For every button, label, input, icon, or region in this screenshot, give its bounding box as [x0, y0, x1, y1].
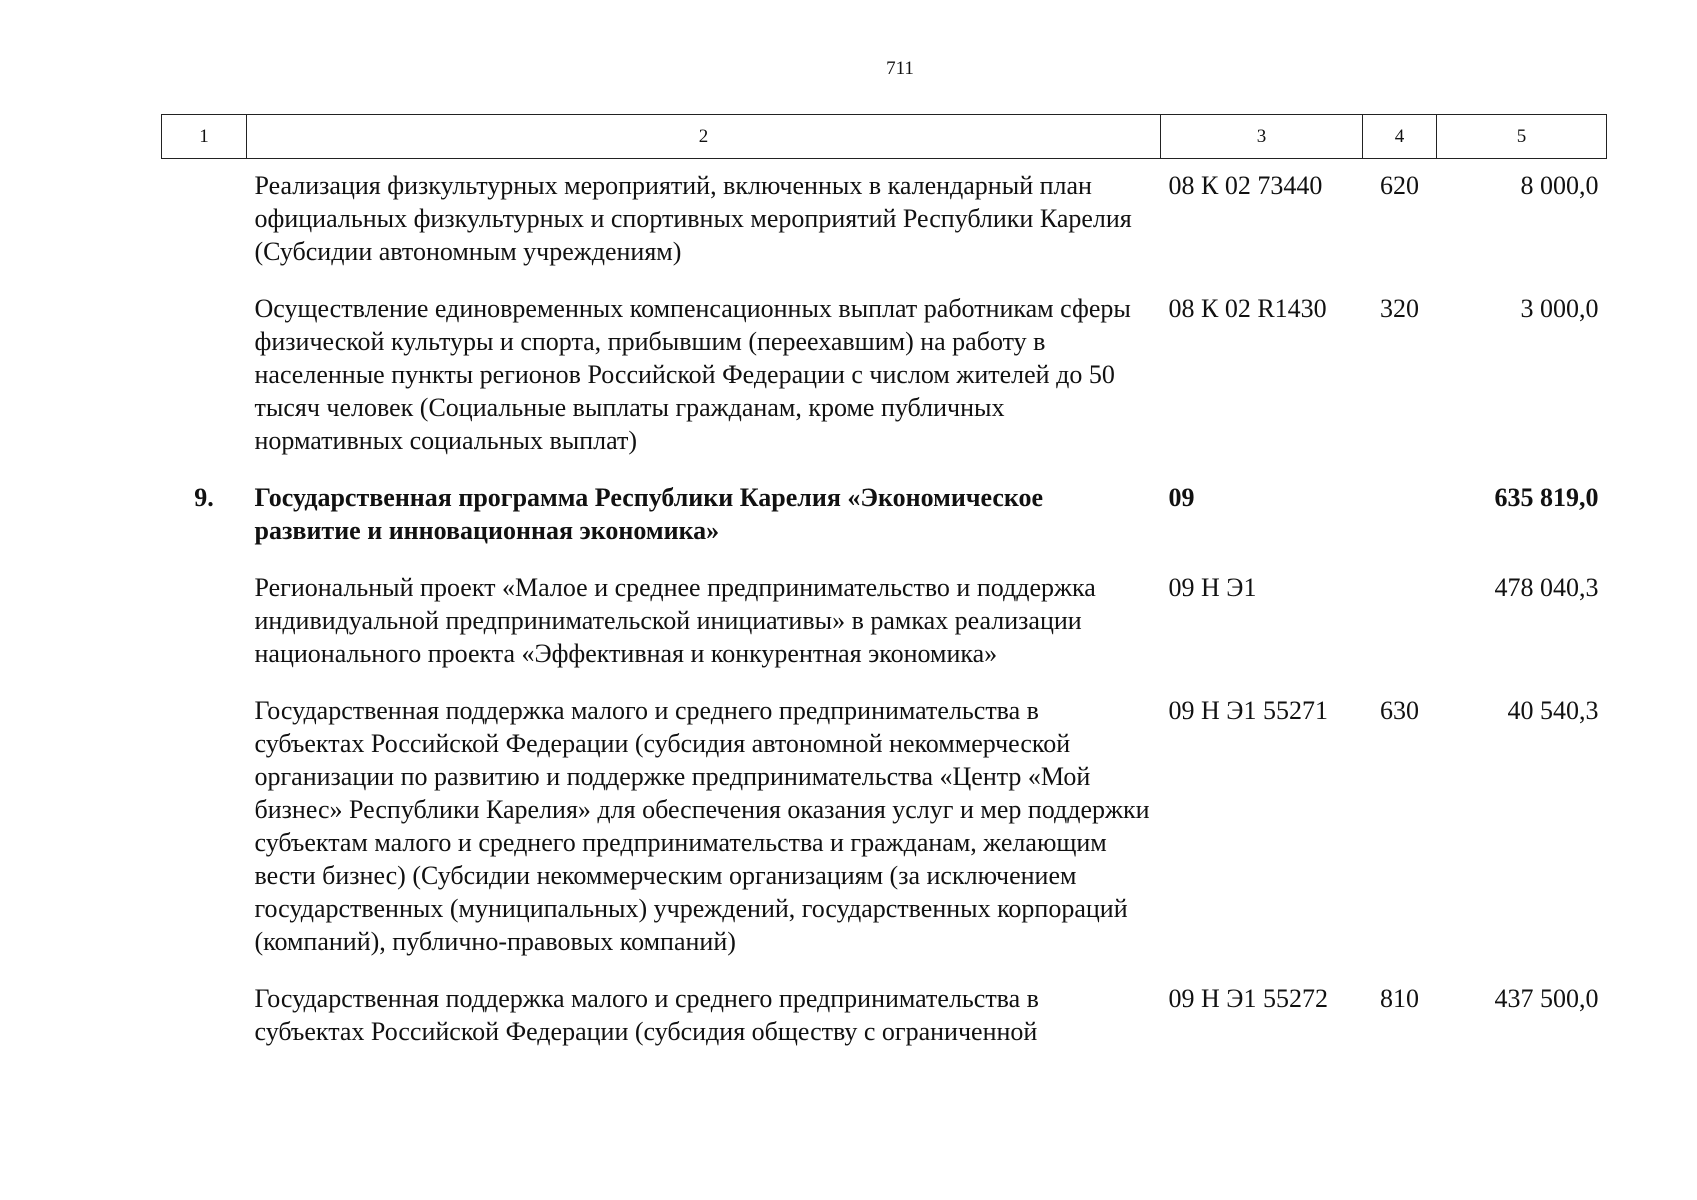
- row-amount: 437 500,0: [1494, 984, 1599, 1013]
- row-code: 09 Н Э1 55272: [1168, 984, 1328, 1013]
- row-number: [162, 561, 247, 684]
- header-row: [162, 115, 1607, 159]
- row-name: Реализация физкультурных мероприятий, включенных в календарный план официальных физкультурных и спортивных мероприятий Республики Карелия (Субсидии автономным учреждениям): [254, 171, 1132, 266]
- row-name: Государственная поддержка малого и среднего предпринимательства в субъектах Российской Федерации (субсидия автономной некоммерческой организации по развитию и поддержке предпринимательства «Центр «Мой бизнес» Республики Карелия» для обеспечения оказания услуг и мер поддержки субъектам малого и среднего предпринимательства и гражданам, желающим вести бизнес) (Субсидии некоммерческим организациям (за исключением государственных (муниципальных) учреждений, государственных корпораций (компаний), публично-правовых компаний): [254, 696, 1150, 956]
- page-number: 711: [886, 58, 914, 79]
- table-body: [162, 159, 1607, 1063]
- row-code: 09: [1168, 483, 1195, 512]
- table-row: [162, 282, 1607, 471]
- row-type: 630: [1380, 696, 1419, 725]
- header-col-2: 2: [247, 115, 1161, 159]
- row-amount: 478 040,3: [1494, 573, 1599, 602]
- header-col-5: 5: [1437, 115, 1607, 159]
- row-name: Государственная поддержка малого и среднего предпринимательства в субъектах Российской Федерации (субсидия обществу с ограниченной: [254, 984, 1039, 1046]
- header-col-4: 4: [1363, 115, 1437, 159]
- table-row-program: [162, 471, 1607, 561]
- row-code: 09 Н Э1: [1168, 573, 1257, 602]
- row-type: [1363, 561, 1437, 684]
- row-amount: 40 540,3: [1507, 696, 1599, 725]
- table-row: [162, 684, 1607, 972]
- row-number: [162, 972, 247, 1062]
- row-number: [162, 159, 247, 283]
- header-col-3: 3: [1161, 115, 1363, 159]
- row-type: 620: [1380, 171, 1419, 200]
- row-amount: 3 000,0: [1520, 294, 1599, 323]
- row-code: 08 К 02 R1430: [1168, 294, 1327, 323]
- table-row: [162, 561, 1607, 684]
- header-col-1: 1: [162, 115, 247, 159]
- table-row: [162, 972, 1607, 1062]
- row-name: Государственная программа Республики Карелия «Экономическое развитие и инновационная экономика»: [254, 483, 1044, 545]
- row-number: 9.: [194, 483, 214, 512]
- row-amount: 635 819,0: [1494, 483, 1599, 512]
- row-name: Региональный проект «Малое и среднее предпринимательство и поддержка индивидуальной предпринимательской инициативы» в рамках реализации национального проекта «Эффективная и конкурентная экономика»: [254, 573, 1096, 668]
- row-type: 810: [1380, 984, 1419, 1013]
- row-type: [1363, 471, 1437, 561]
- budget-table: [161, 114, 1607, 1062]
- row-code: 09 Н Э1 55271: [1168, 696, 1328, 725]
- table-header: [162, 115, 1607, 159]
- table-row: [162, 159, 1607, 283]
- row-name: Осуществление единовременных компенсационных выплат работникам сферы физической культуры и спорта, прибывшим (переехавшим) на работу в населенные пункты регионов Российской Федерации с числом жителей до 50 тысяч человек (Социальные выплаты гражданам, кроме публичных нормативных социальных выплат): [254, 294, 1131, 455]
- row-type: 320: [1380, 294, 1419, 323]
- row-number: [162, 684, 247, 972]
- row-number: [162, 282, 247, 471]
- row-amount: 8 000,0: [1520, 171, 1599, 200]
- row-code: 08 К 02 73440: [1168, 171, 1323, 200]
